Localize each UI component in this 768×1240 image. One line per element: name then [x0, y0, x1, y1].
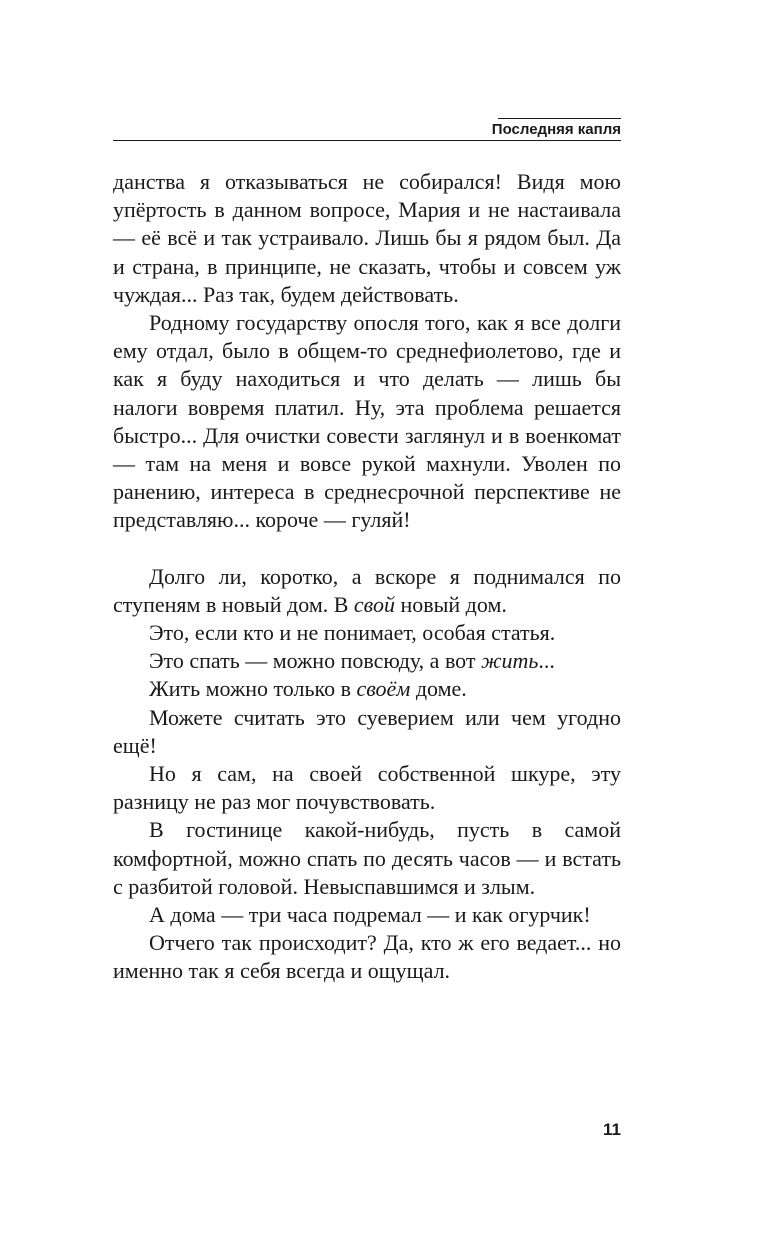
paragraph-3 — [113, 563, 621, 619]
paragraph-7: Можете считать это суеверием или чем угодно ещё! — [113, 704, 621, 758]
paragraph-3-emphasis: свой — [353, 591, 395, 617]
paragraph-6-emphasis: своём — [356, 676, 411, 702]
paragraph-5-text-before: Это спать — можно повсюду, а вот — [149, 648, 482, 674]
paragraph-5-emphasis: жить — [481, 648, 539, 674]
body-text — [113, 168, 621, 986]
running-head-top-rule — [498, 118, 621, 119]
paragraph-5-text-after: ... — [538, 648, 555, 674]
paragraph-1: данства я отказываться не собирался! Видя мою упёртость в данном вопросе, Мария и не настаивала — её всё и так устраивало. Лишь бы я рядом был. Да и страна, в принципе, не сказать, чтобы и совсем уж чуждая... Раз так, будем действовать. — [113, 169, 621, 307]
paragraph-3-text-before: Долго ли, коротко, а вскоре я поднимался по ступеням в новый дом. В — [113, 563, 621, 617]
paragraph-5 — [113, 647, 621, 675]
paragraph-6-text-before: Жить можно только в — [149, 676, 357, 702]
paragraph-6 — [113, 675, 621, 703]
paragraph-4: Это, если кто и не понимает, особая статья. — [149, 620, 556, 646]
paragraph-9: В гостинице какой-нибудь, пусть в самой комфортной, можно спать по десять часов — и встать с разбитой головой. Невыспавшимся и злым. — [113, 817, 621, 899]
page-number: 11 — [603, 1120, 621, 1139]
running-head — [113, 118, 621, 142]
running-head-title: Последняя капля — [491, 121, 621, 138]
paragraph-3-text-after: новый дом. — [394, 591, 507, 617]
running-head-bottom-rule — [113, 140, 621, 141]
paragraph-2: Родному государству опосля того, как я все долги ему отдал, было в общем-то среднефиолетово, где и как я буду находиться и что делать — лишь бы налоги вовремя платил. Ну, эта проблема решается быстро... Для очистки совести заглянул и в военкомат — там на меня и вовсе рукой махнули. Уволен по ранению, интереса в среднесрочной перспективе не представляю... короче — гуляй! — [113, 310, 621, 533]
paragraph-11: Отчего так происходит? Да, кто ж его ведает... но именно так я себя всегда и ощущал. — [113, 930, 621, 984]
paragraph-8: Но я сам, на своей собственной шкуре, эту разницу не раз мог почувствовать. — [113, 761, 621, 815]
paragraph-6-text-after: доме. — [410, 676, 467, 702]
paragraph-10: А дома — три часа подремал — и как огурчик! — [149, 902, 591, 928]
